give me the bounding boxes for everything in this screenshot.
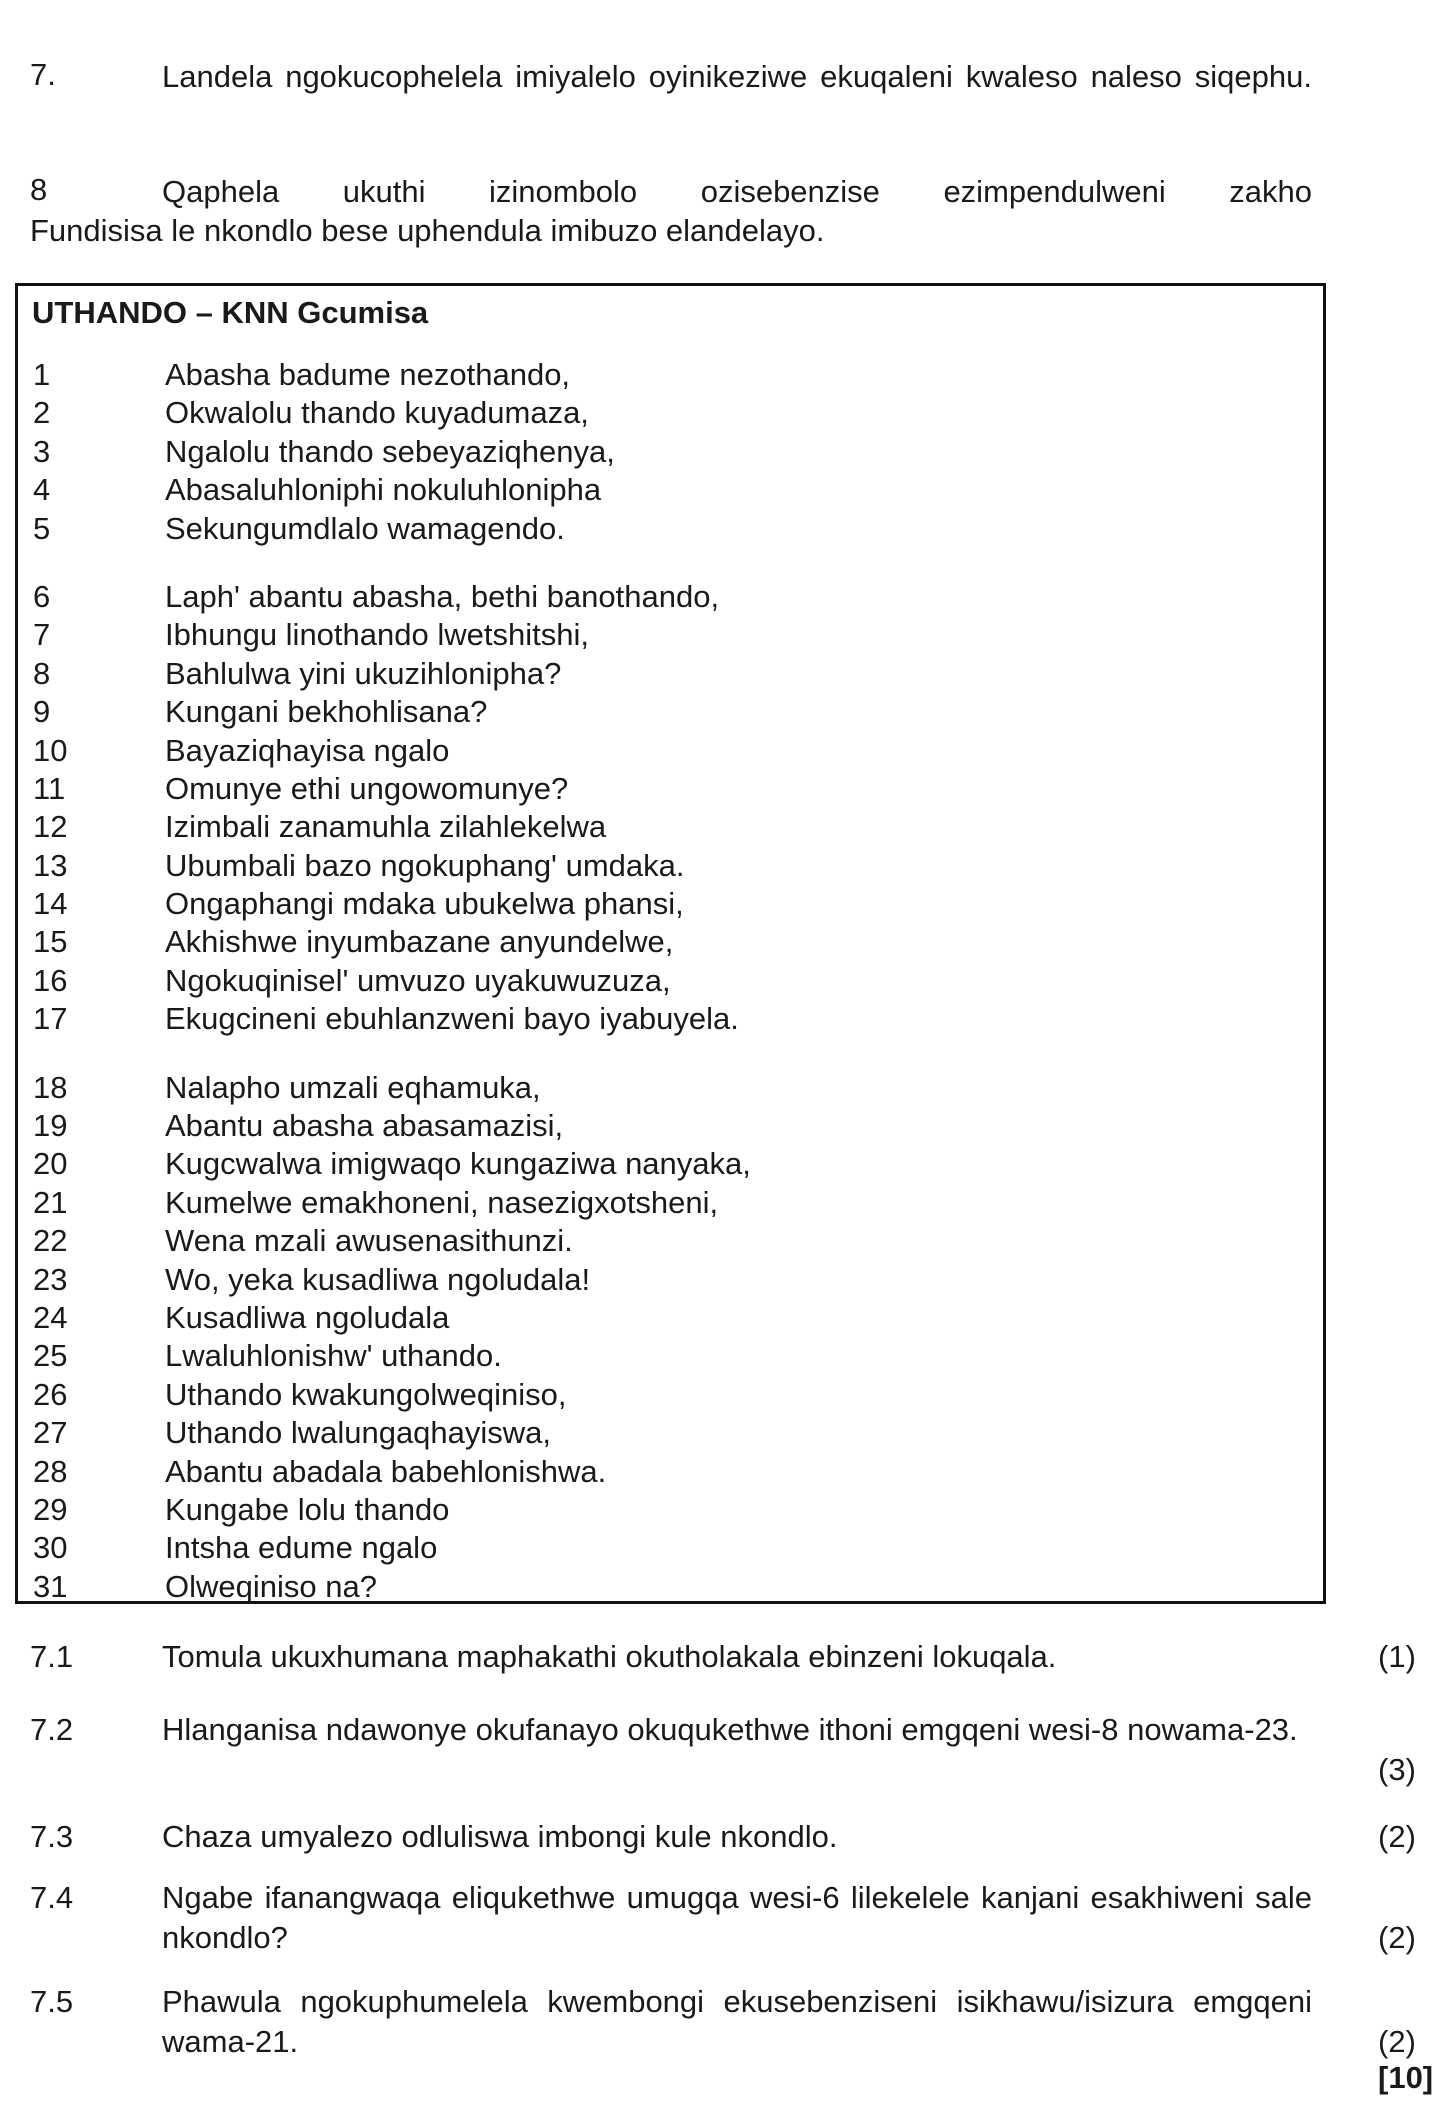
poem-line (18, 885, 1323, 923)
poem-line-number: 10 (33, 732, 68, 768)
poem-line-number: 2 (33, 395, 51, 431)
poem-line-number: 31 (33, 1568, 68, 1604)
poem-line-number: 25 (33, 1338, 68, 1374)
poem-line (18, 1491, 1323, 1529)
poem-line-number: 20 (33, 1146, 68, 1182)
poem-line-number: 18 (33, 1069, 68, 1105)
poem-line (18, 1222, 1323, 1260)
poem-line-number: 27 (33, 1415, 68, 1451)
poem-line-text: Intsha edume ngalo (165, 1530, 438, 1566)
question-marks: (2) (1378, 1819, 1416, 1854)
poem-line-number: 23 (33, 1261, 68, 1297)
poem-line-number: 13 (33, 847, 68, 883)
question-marks: (3) (1378, 1752, 1416, 1787)
poem-line (18, 693, 1323, 731)
poem-line (18, 578, 1323, 616)
question-number: 7.5 (30, 1984, 74, 2019)
poem-line-number: 6 (33, 578, 51, 614)
poem-line (18, 1184, 1323, 1222)
poem-line-text: Laph' abantu abasha, bethi banothando, (165, 578, 720, 614)
poem-line (18, 962, 1323, 1000)
poem-line-number: 29 (33, 1491, 68, 1527)
poem-line (18, 1453, 1323, 1491)
poem-line-number: 14 (33, 886, 68, 922)
poem-line-text: Kumelwe emakhoneni, nasezigxotsheni, (165, 1184, 719, 1220)
poem-line-text: Izimbali zanamuhla zilahlekelwa (165, 809, 607, 845)
question-text: Phawula ngokuphumelela kwembongi ekusebenziseni isikhawu/isizura emgqeni wama-21. (162, 1984, 1312, 2059)
question-text: Ngabe ifanangwaqa eliqukethwe umugqa wesi-6 lilekelele kanjani esakhiweni sale nkondlo? (162, 1880, 1312, 1955)
poem-line-number: 19 (33, 1108, 68, 1144)
poem-line (18, 1000, 1323, 1038)
poem-line-text: Nalapho umzali eqhamuka, (165, 1069, 541, 1105)
poem-line-number: 3 (33, 433, 51, 469)
poem-line-number: 30 (33, 1530, 68, 1566)
poem-line (18, 655, 1323, 693)
poem-line-text: Sekungumdlalo wamagendo. (165, 510, 565, 546)
poem-title: UTHANDO – KNN Gcumisa (32, 295, 429, 330)
poem-line (18, 923, 1323, 961)
poem-lines (18, 356, 1323, 1606)
poem-line-text: Akhishwe inyumbazane anyundelwe, (165, 924, 674, 960)
question-text: Chaza umyalezo odluliswa imbongi kule nkondlo. (162, 1819, 838, 1854)
poem-line-text: Lwaluhlonishw' uthando. (165, 1338, 502, 1374)
poem-line-number: 17 (33, 1001, 68, 1037)
poem-line (18, 510, 1323, 548)
poem-line-number: 24 (33, 1299, 68, 1335)
instruction-number: 7. (30, 57, 56, 92)
poem-line-text: Kungabe lolu thando (165, 1491, 450, 1527)
poem-line-text: Abantu abasha abasamazisi, (165, 1108, 564, 1144)
question-marks: (2) (1378, 2024, 1416, 2059)
question-number: 7.4 (30, 1880, 74, 1915)
poem-line-text: Ngalolu thando sebeyaziqhenya, (165, 433, 615, 469)
poem-line-number: 28 (33, 1453, 68, 1489)
poem-line-text: Ongaphangi mdaka ubukelwa phansi, (165, 886, 684, 922)
poem-line-number: 1 (33, 357, 51, 392)
poem-line-text: Bahlulwa yini ukuzihlonipha? (165, 655, 562, 691)
question-number: 7.2 (30, 1712, 74, 1747)
poem-line (18, 1337, 1323, 1375)
poem-line-text: Ibhungu linothando lwetshitshi, (165, 617, 589, 653)
poem-line (18, 1145, 1323, 1183)
poem-line (18, 732, 1323, 770)
poem-line-number: 5 (33, 510, 51, 546)
stanza-gap (18, 548, 1323, 578)
question-number: 7.3 (30, 1819, 74, 1854)
instruction-text: Qaphela ukuthi izinombolo ozisebenzise ezimpendulweni zakho (162, 174, 1312, 209)
intro-text: Fundisisa le nkondlo bese uphendula imibuzo elandelayo. (30, 213, 825, 248)
poem-line (18, 433, 1323, 471)
poem-line-text: Abasaluhloniphi nokuluhlonipha (165, 472, 602, 508)
poem-line (18, 616, 1323, 654)
poem-line-number: 22 (33, 1223, 68, 1259)
poem-line-number: 4 (33, 472, 51, 508)
poem-line-number: 8 (33, 655, 51, 691)
poem-line-number: 11 (33, 770, 66, 806)
cropped-instruction (0, 168, 1414, 209)
stanza-gap (18, 1039, 1323, 1069)
poem-line (18, 356, 1323, 394)
poem-line-text: Abasha badume nezothando, (165, 357, 571, 392)
poem-line (18, 394, 1323, 432)
poem-line (18, 1069, 1323, 1107)
poem-line-number: 15 (33, 924, 68, 960)
question-text: Hlanganisa ndawonye okufanayo okuqukethwe ithoni emgqeni wesi-8 nowama-23. (162, 1712, 1298, 1747)
poem-line-text: Kungani bekhohlisana? (165, 694, 488, 730)
poem-line (18, 1107, 1323, 1145)
poem-line-text: Olweqiniso na? (165, 1568, 377, 1604)
poem-line (18, 808, 1323, 846)
total-marks: [10] (1378, 2060, 1433, 2095)
poem-line (18, 1261, 1323, 1299)
poem-line (18, 471, 1323, 509)
poem-line-text: Kugcwalwa imigwaqo kungaziwa nanyaka, (165, 1146, 751, 1182)
poem-line (18, 1529, 1323, 1567)
poem-line (18, 847, 1323, 885)
poem-line-text: Uthando lwalungaqhayiswa, (165, 1415, 552, 1451)
poem-line-text: Ubumbali bazo ngokuphang' umdaka. (165, 847, 685, 883)
poem-line-text: Wena mzali awusenasithunzi. (165, 1223, 573, 1259)
poem-line (18, 1568, 1323, 1606)
question-text: Tomula ukuxhumana maphakathi okutholakala ebinzeni lokuqala. (162, 1639, 1057, 1674)
poem-line-text: Kusadliwa ngoludala (165, 1299, 450, 1335)
poem-line (18, 1414, 1323, 1452)
instruction-number: 8 (30, 172, 48, 207)
poem-line-text: Wo, yeka kusadliwa ngoludala! (165, 1261, 591, 1297)
poem-line-number: 12 (33, 809, 68, 845)
poem-line-text: Ngokuqinisel' umvuzo uyakuwuzuza, (165, 962, 671, 998)
poem-line-number: 7 (33, 617, 51, 653)
poem-line-text: Bayaziqhayisa ngalo (165, 732, 450, 768)
poem-line-text: Omunye ethi ungowomunye? (165, 770, 569, 806)
poem-line (18, 1376, 1323, 1414)
question-marks: (1) (1378, 1639, 1416, 1674)
instruction-text: Landela ngokucophelela imiyalelo oyinikeziwe ekuqaleni kwaleso naleso siqephu. (162, 59, 1312, 94)
poem-line (18, 1299, 1323, 1337)
question-number: 7.1 (30, 1639, 74, 1674)
poem-line (18, 770, 1323, 808)
poem-line-text: Ekugcineni ebuhlanzweni bayo iyabuyela. (165, 1001, 739, 1037)
poem-line-number: 9 (33, 694, 51, 730)
poem-line-text: Abantu abadala babehlonishwa. (165, 1453, 607, 1489)
poem-line-number: 21 (33, 1184, 68, 1220)
poem-line-number: 26 (33, 1376, 68, 1412)
poem-line-number: 16 (33, 962, 68, 998)
poem-box (15, 283, 1326, 1604)
poem-line-text: Uthando kwakungolweqiniso, (165, 1376, 567, 1412)
poem-line-text: Okwalolu thando kuyadumaza, (165, 395, 589, 431)
question-marks: (2) (1378, 1920, 1416, 1955)
